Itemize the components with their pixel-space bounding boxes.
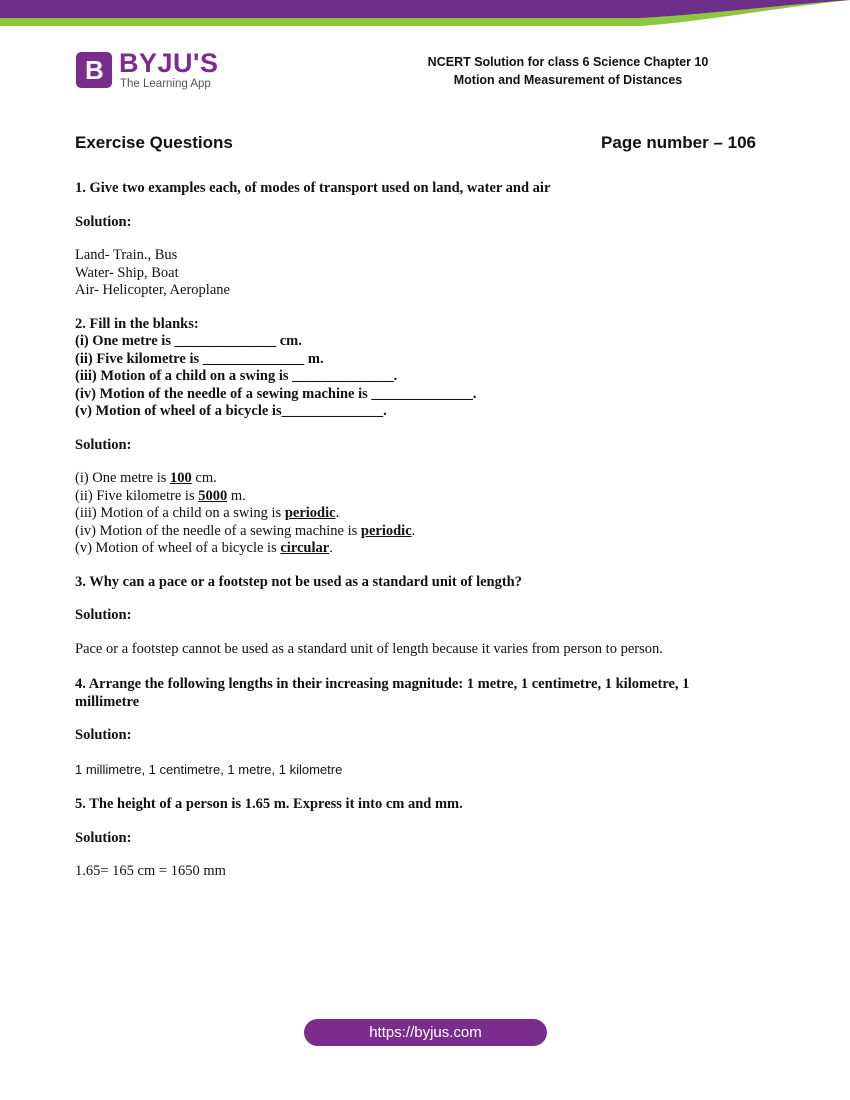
byjus-logo bbox=[76, 50, 226, 94]
blank-item: (v) Motion of wheel of a bicycle is______________. bbox=[75, 403, 387, 419]
answer-1-land: Land- Train., Bus bbox=[75, 247, 178, 263]
page-content bbox=[75, 180, 765, 881]
blank-item: (iii) Motion of a child on a swing is ______________. bbox=[75, 368, 398, 384]
answer-3: Pace or a footstep cannot be used as a standard unit of length because it varies from person to person. bbox=[75, 640, 663, 657]
solution-label-2: Solution: bbox=[75, 436, 132, 453]
answer-1-water: Water- Ship, Boat bbox=[75, 264, 179, 281]
footer-url-link[interactable]: https://byjus.com bbox=[304, 1019, 547, 1046]
logo-wordmark: BYJU'S bbox=[119, 48, 219, 78]
question-2: 2. Fill in the blanks: bbox=[75, 315, 199, 332]
page-number: Page number – 106 bbox=[601, 133, 756, 152]
top-decorative-band bbox=[0, 0, 850, 34]
answer-item: (ii) Five kilometre is 5000 m. bbox=[75, 487, 246, 504]
blank-item: (iv) Motion of the needle of a sewing machine is ______________. bbox=[75, 385, 477, 402]
solution-label-5: Solution: bbox=[75, 829, 132, 846]
blank-item: (ii) Five kilometre is ______________ m. bbox=[75, 350, 324, 367]
answer-5: 1.65= 165 cm = 1650 mm bbox=[75, 863, 226, 879]
question-5: 5. The height of a person is 1.65 m. Express it into cm and mm. bbox=[75, 796, 463, 812]
solution-label-3: Solution: bbox=[75, 607, 132, 623]
question-4-line2: millimetre bbox=[75, 693, 140, 710]
question-4-line1: 4. Arrange the following lengths in their increasing magnitude: 1 metre, 1 centimetre, 1 kilometre, 1 bbox=[75, 676, 690, 692]
answer-item: (v) Motion of wheel of a bicycle is circular. bbox=[75, 540, 333, 556]
solution-label-1: Solution: bbox=[75, 213, 132, 230]
section-header bbox=[75, 133, 756, 153]
document-title-line1: NCERT Solution for class 6 Science Chapter 10 bbox=[427, 55, 709, 69]
answer-4: 1 millimetre, 1 centimetre, 1 metre, 1 kilometre bbox=[75, 761, 343, 777]
answer-item: (iii) Motion of a child on a swing is periodic. bbox=[75, 505, 340, 521]
answer-item: (iv) Motion of the needle of a sewing machine is periodic. bbox=[75, 522, 416, 539]
logo-icon: B bbox=[76, 52, 112, 88]
solution-label-4: Solution: bbox=[75, 727, 132, 743]
logo-tagline: The Learning App bbox=[120, 78, 211, 90]
answer-item: (i) One metre is 100 cm. bbox=[75, 470, 217, 486]
document-title bbox=[408, 53, 728, 89]
question-3: 3. Why can a pace or a footstep not be used as a standard unit of length? bbox=[75, 573, 522, 590]
answer-1-air: Air- Helicopter, Aeroplane bbox=[75, 282, 230, 298]
blank-item: (i) One metre is ______________ cm. bbox=[75, 333, 302, 349]
question-1: 1. Give two examples each, of modes of transport used on land, water and air bbox=[75, 180, 551, 196]
section-title: Exercise Questions bbox=[75, 133, 233, 152]
document-title-line2: Motion and Measurement of Distances bbox=[453, 73, 683, 87]
